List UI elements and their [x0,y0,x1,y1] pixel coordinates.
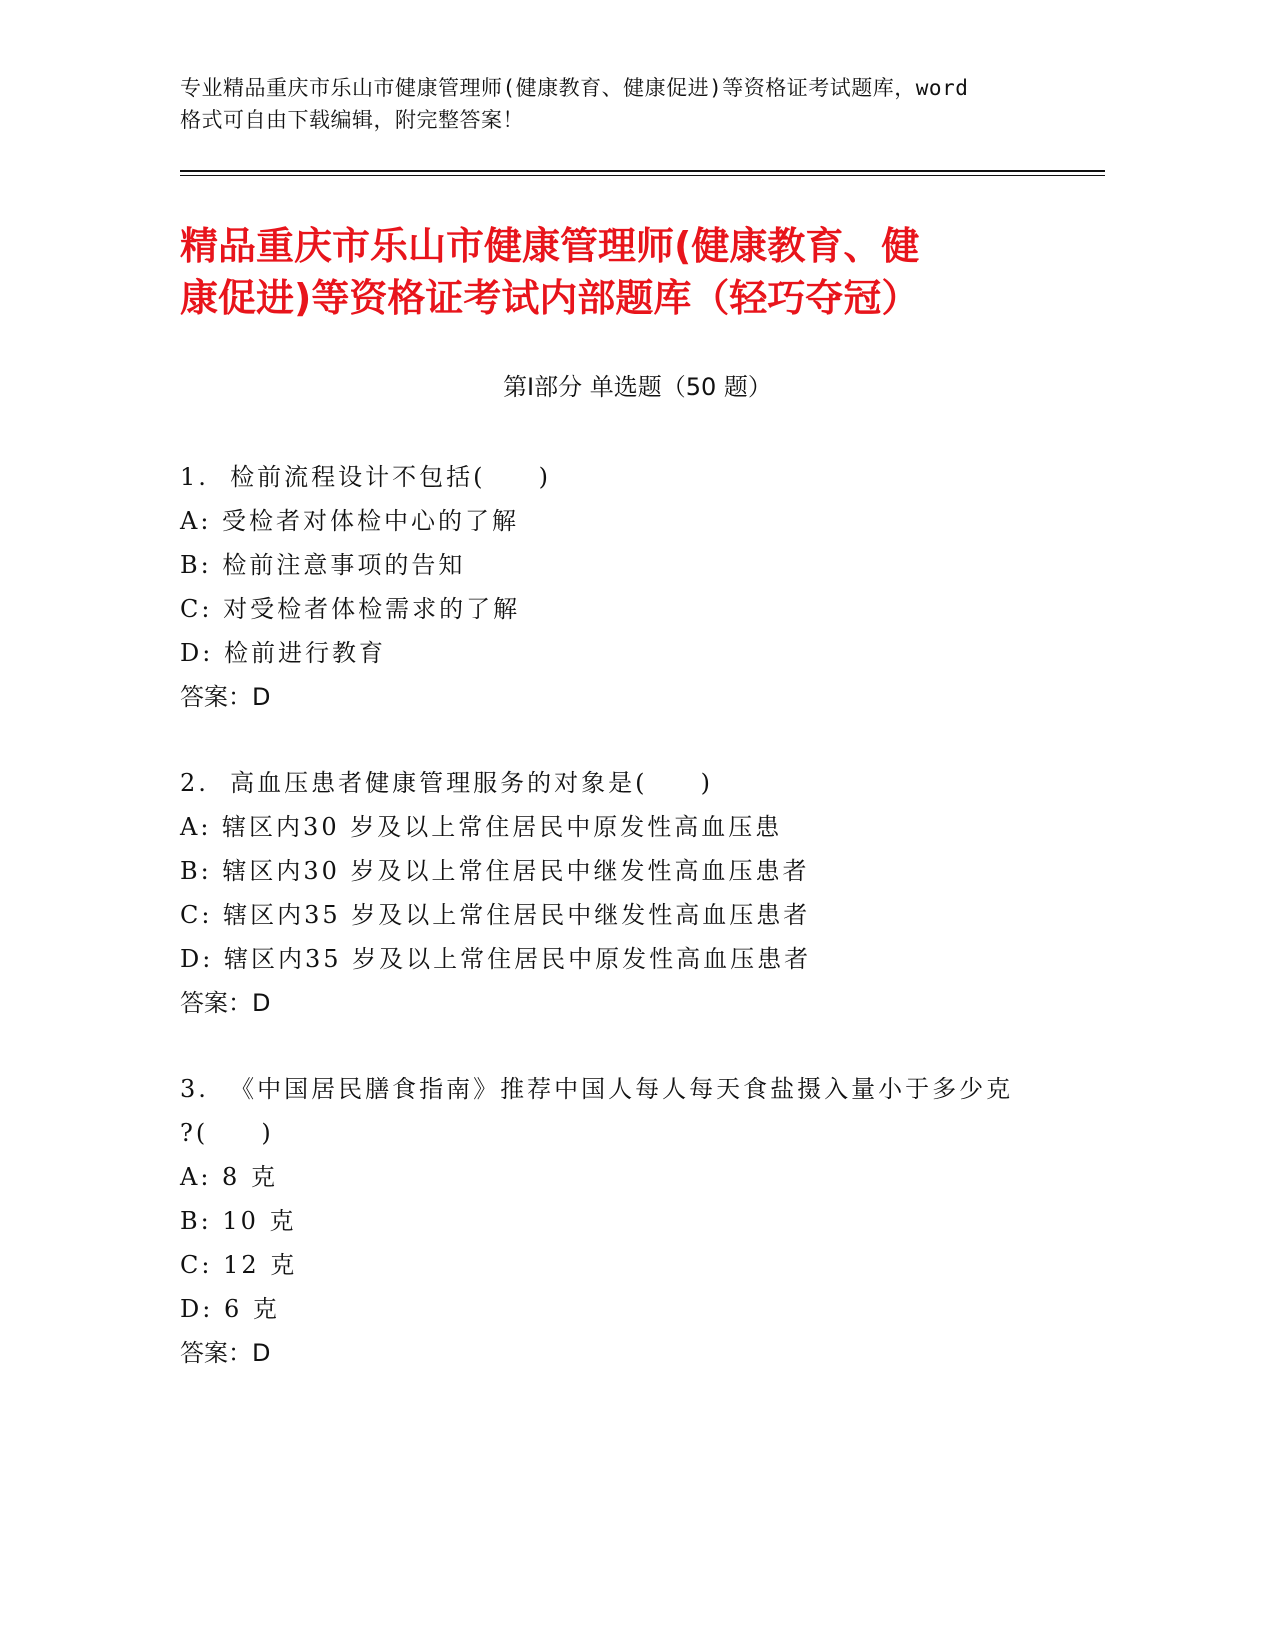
option-b: B: 辖区内30 岁及以上常住居民中继发性高血压患者 [180,857,810,885]
question-3 [180,1067,1060,1375]
option-c: C: 对受检者体检需求的了解 [180,595,521,623]
option-a: A: 8 克 [180,1163,278,1191]
document-title [180,220,1080,324]
option-b: B: 检前注意事项的告知 [180,551,466,579]
question-1 [180,455,1060,719]
option-d: D: 检前进行教育 [180,639,386,667]
header-divider-thick [180,170,1105,172]
header-note-line-2: 格式可自由下载编辑，附完整答案！ [180,108,524,132]
option-d: D: 6 克 [180,1295,280,1323]
question-stem: 3. 《中国居民膳食指南》推荐中国人每人每天食盐摄入量小于多少克 [180,1075,1014,1103]
question-stem: 1. 检前流程设计不包括( ) [180,463,552,491]
question-list [180,455,1060,1417]
header-note [180,72,1060,136]
answer: 答案：D [180,1339,271,1367]
answer: 答案：D [180,989,271,1017]
document-title-line-2: 康促进)等资格证考试内部题库（轻巧夺冠） [180,276,920,320]
question-2 [180,761,1060,1025]
option-c: C: 辖区内35 岁及以上常住居民中继发性高血压患者 [180,901,811,929]
section-title: 第Ⅰ部分 单选题（50 题） [503,373,772,401]
question-stem-continued: ?( ) [180,1119,274,1147]
question-stem: 2. 高血压患者健康管理服务的对象是( ) [180,769,714,797]
document-title-line-1: 精品重庆市乐山市健康管理师(健康教育、健 [180,224,920,268]
option-d: D: 辖区内35 岁及以上常住居民中原发性高血压患者 [180,945,812,973]
header-divider-thin [180,175,1105,176]
option-a: A: 辖区内30 岁及以上常住居民中原发性高血压患 [180,813,783,841]
option-b: B: 10 克 [180,1207,297,1235]
option-c: C: 12 克 [180,1251,298,1279]
option-a: A: 受检者对体检中心的了解 [180,507,520,535]
answer: 答案：D [180,683,271,711]
header-note-line-1: 专业精品重庆市乐山市健康管理师(健康教育、健康促进)等资格证考试题库，word [180,76,969,100]
